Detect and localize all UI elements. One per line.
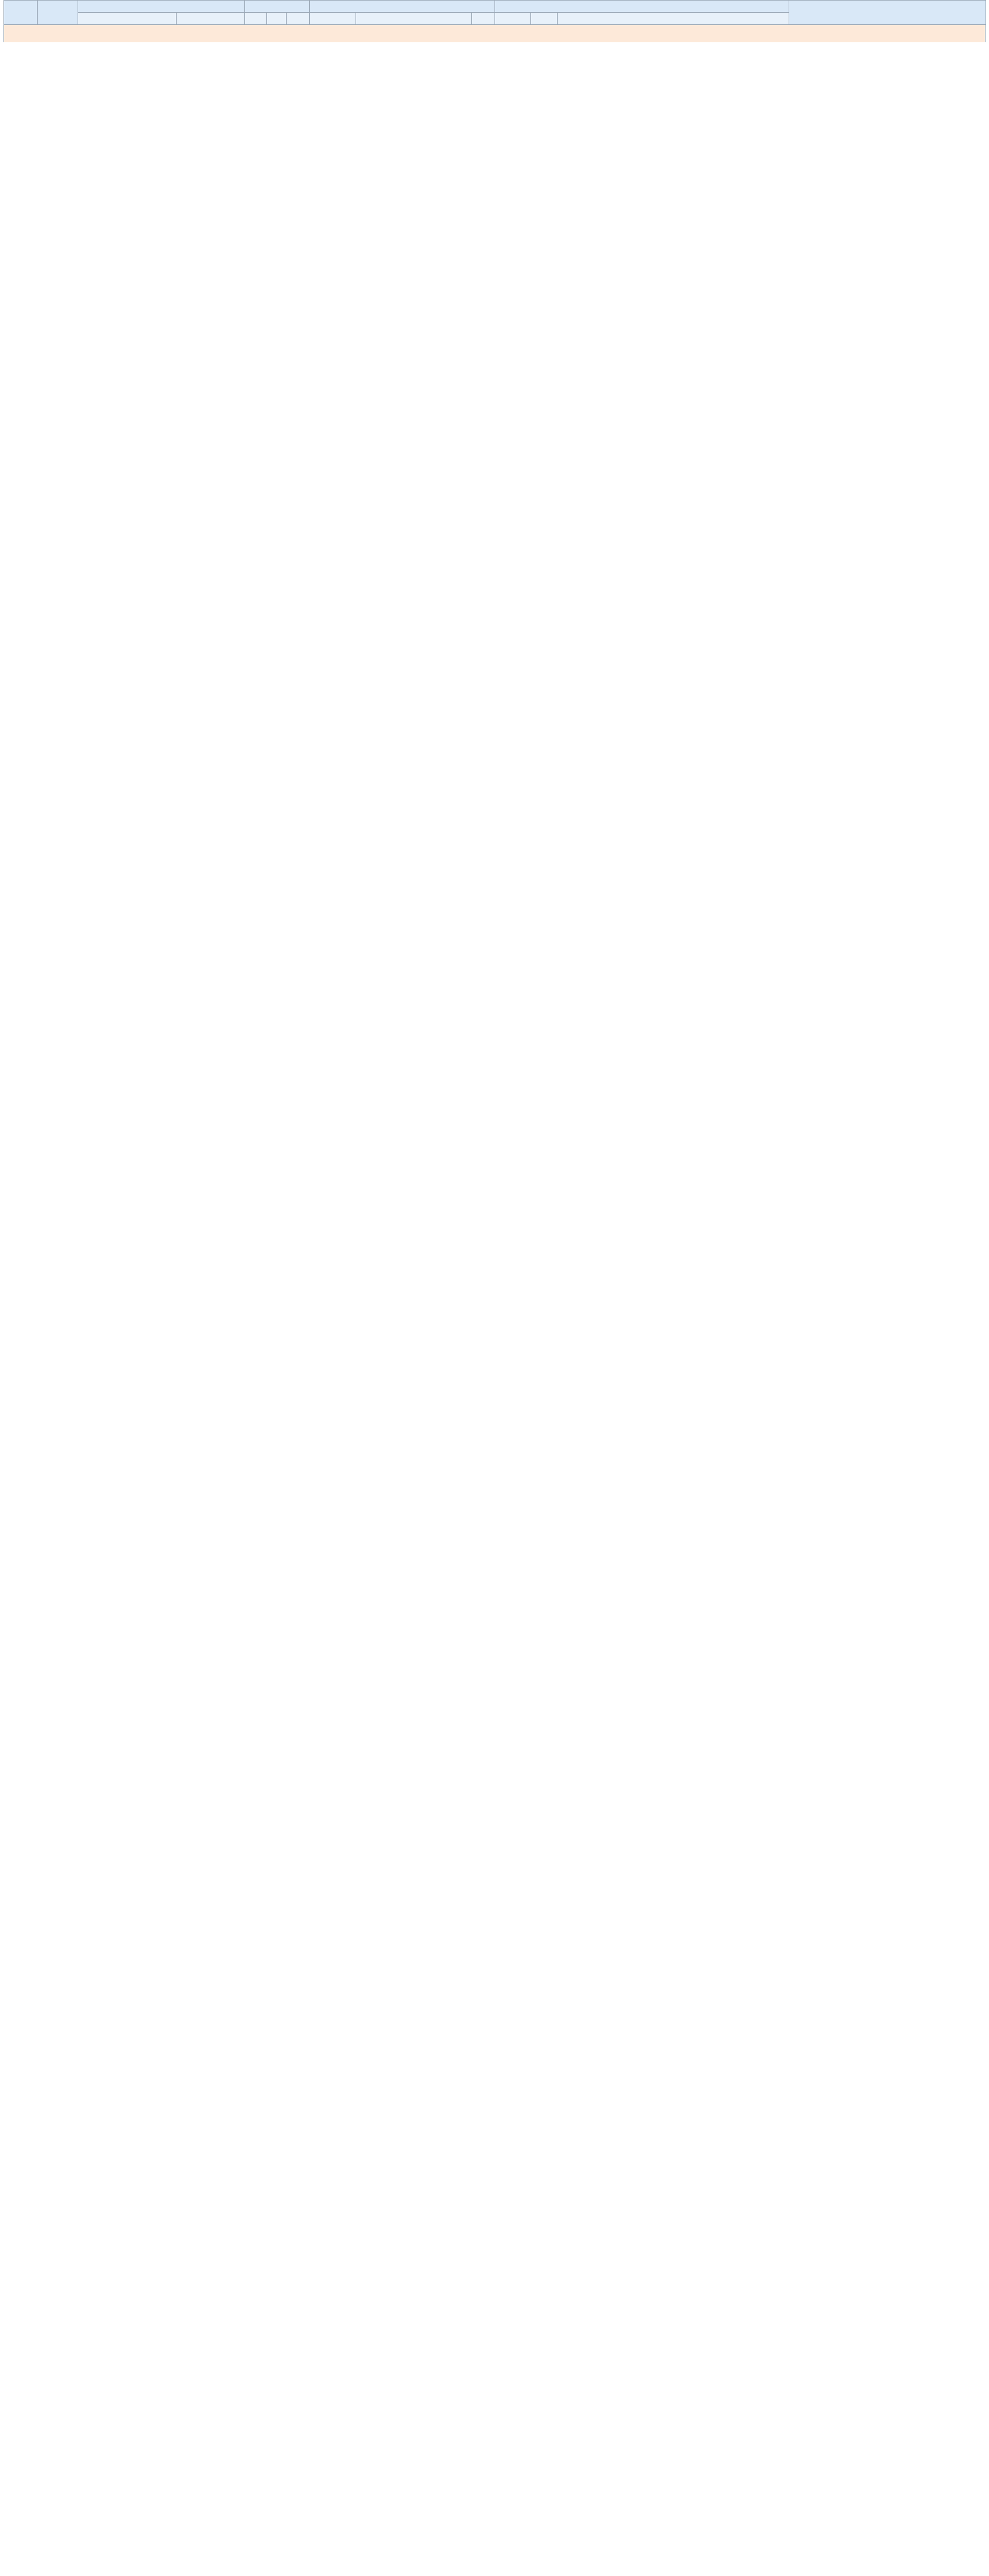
sub-col [310,13,356,25]
col-univ [38,1,78,25]
col-date [4,1,38,25]
col-csat-group [310,1,495,13]
sub-col [78,13,177,25]
sub-col [531,13,558,25]
sub-col [495,13,531,25]
csat-date-banner [3,25,986,42]
sub-col [267,13,287,25]
sub-col [472,13,495,25]
sub-col [177,13,245,25]
col-essay-group [78,1,245,13]
sub-col [287,13,310,25]
admission-essay-schedule [3,0,986,42]
sub-col [356,13,472,25]
col-scope-group [495,1,789,13]
col-ratio-group [245,1,310,13]
sub-col [245,13,267,25]
col-trend [789,1,986,25]
schedule-table-top [3,0,986,25]
sub-col [558,13,789,25]
